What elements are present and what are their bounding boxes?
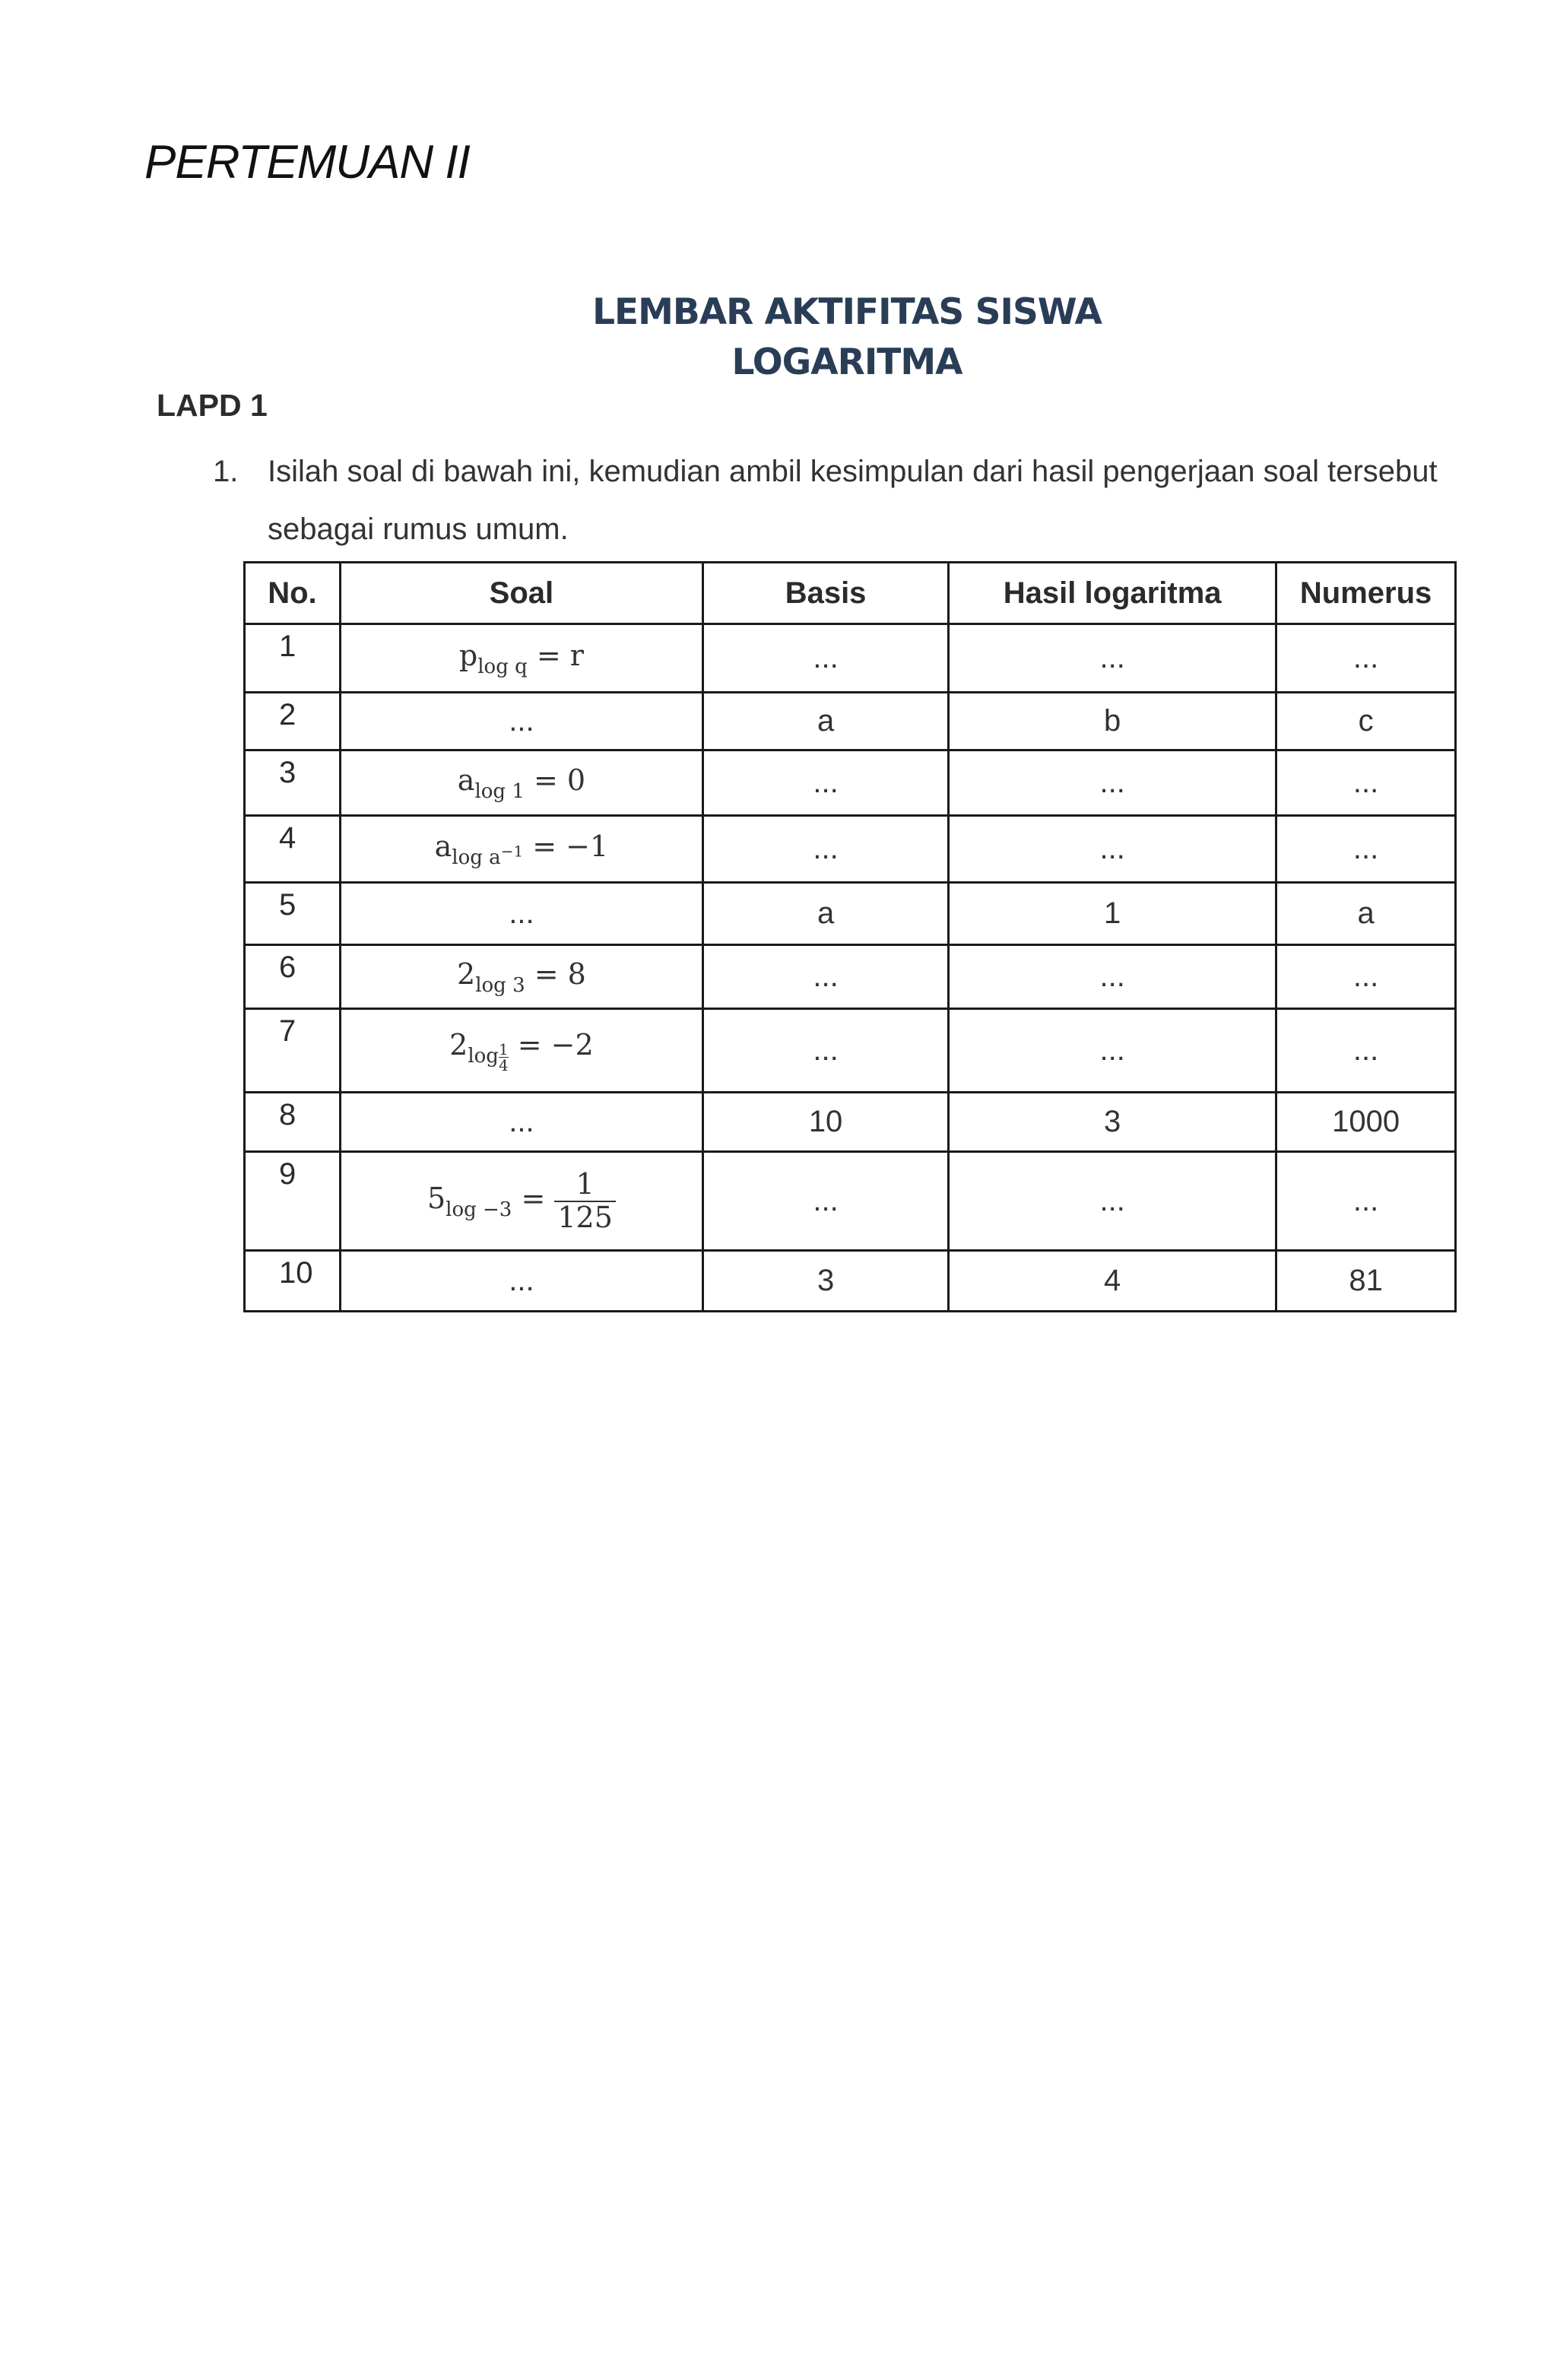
table-row (245, 816, 1456, 883)
row-no: 5 (245, 883, 341, 945)
row-basis: ... (702, 1152, 948, 1251)
header-no: No. (245, 563, 341, 624)
row-no: 10 (245, 1251, 341, 1312)
soal-expression: $p_{log q} = r$ (458, 638, 584, 678)
row-basis: ... (702, 624, 948, 693)
table-row (245, 883, 1456, 945)
worksheet-title-line1: LEMBAR AKTIFITAS SISWA (592, 291, 1102, 333)
soal-expression: $2_{log \frac{1}{4}}$ = −2 (449, 1028, 594, 1074)
instruction (214, 443, 1461, 558)
row-no: 1 (245, 624, 341, 693)
row-no: 4 (245, 816, 341, 883)
section-label: LAPD 1 (157, 388, 268, 423)
row-numerus: a (1276, 883, 1456, 945)
row-numerus: ... (1276, 945, 1456, 1009)
table-row (245, 1251, 1456, 1312)
worksheet-title (0, 287, 1557, 388)
table-row (245, 1009, 1456, 1093)
soal-expression: $a_{log a^{-1}} = -1$ (434, 829, 609, 869)
row-numerus: ... (1276, 1009, 1456, 1093)
table-header-row (245, 563, 1456, 624)
row-hasil: ... (949, 1009, 1276, 1093)
row-basis: 3 (702, 1251, 948, 1312)
row-no: 9 (245, 1152, 341, 1251)
row-soal: ... (340, 1093, 702, 1152)
table-row (245, 750, 1456, 816)
row-hasil: b (949, 693, 1276, 750)
row-numerus: ... (1276, 1152, 1456, 1251)
row-basis: ... (702, 750, 948, 816)
row-basis: ... (702, 1009, 948, 1093)
row-no: 7 (245, 1009, 341, 1093)
row-hasil: 1 (949, 883, 1276, 945)
logarithm-table (243, 561, 1457, 1312)
row-basis: 10 (702, 1093, 948, 1152)
row-basis: ... (702, 945, 948, 1009)
row-no: 8 (245, 1093, 341, 1152)
row-soal: ... (340, 693, 702, 750)
row-basis: a (702, 883, 948, 945)
row-no: 2 (245, 693, 341, 750)
row-numerus: c (1276, 693, 1456, 750)
row-no: 3 (245, 750, 341, 816)
table-row (245, 1093, 1456, 1152)
row-hasil: ... (949, 816, 1276, 883)
worksheet-title-line2: LOGARITMA (731, 341, 962, 383)
soal-expression: $2_{log 3} = 8$ (457, 957, 586, 997)
row-numerus: ... (1276, 624, 1456, 693)
row-soal (340, 750, 702, 816)
soal-expression: $5_{log -3}$ = $\frac{1}{125}$ (427, 1182, 616, 1215)
header-numerus: Numerus (1276, 563, 1456, 624)
row-basis: ... (702, 816, 948, 883)
row-no: 6 (245, 945, 341, 1009)
row-hasil: ... (949, 750, 1276, 816)
row-soal (340, 1152, 702, 1251)
table-row (245, 945, 1456, 1009)
instruction-text: Isilah soal di bawah ini, kemudian ambil kesimpulan dari hasil pengerjaan soal tersebut sebagai rumus umum. (268, 455, 1438, 546)
row-soal (340, 1009, 702, 1093)
table-row (245, 1152, 1456, 1251)
table-row (245, 624, 1456, 693)
row-soal: ... (340, 1251, 702, 1312)
row-hasil: ... (949, 624, 1276, 693)
row-soal (340, 816, 702, 883)
row-hasil: 4 (949, 1251, 1276, 1312)
row-numerus: 1000 (1276, 1093, 1456, 1152)
row-numerus: ... (1276, 750, 1456, 816)
row-soal (340, 945, 702, 1009)
header-basis: Basis (702, 563, 948, 624)
page-heading: PERTEMUAN II (144, 136, 470, 189)
table-row (245, 693, 1456, 750)
row-hasil: 3 (949, 1093, 1276, 1152)
instruction-number: 1. (213, 455, 239, 488)
row-soal: ... (340, 883, 702, 945)
row-numerus: ... (1276, 816, 1456, 883)
header-hasil-logaritma: Hasil logaritma (949, 563, 1276, 624)
row-basis: a (702, 693, 948, 750)
soal-expression: $a_{log 1} = 0$ (457, 763, 586, 803)
row-hasil: ... (949, 945, 1276, 1009)
row-soal (340, 624, 702, 693)
row-hasil: ... (949, 1152, 1276, 1251)
header-soal: Soal (340, 563, 702, 624)
row-numerus: 81 (1276, 1251, 1456, 1312)
